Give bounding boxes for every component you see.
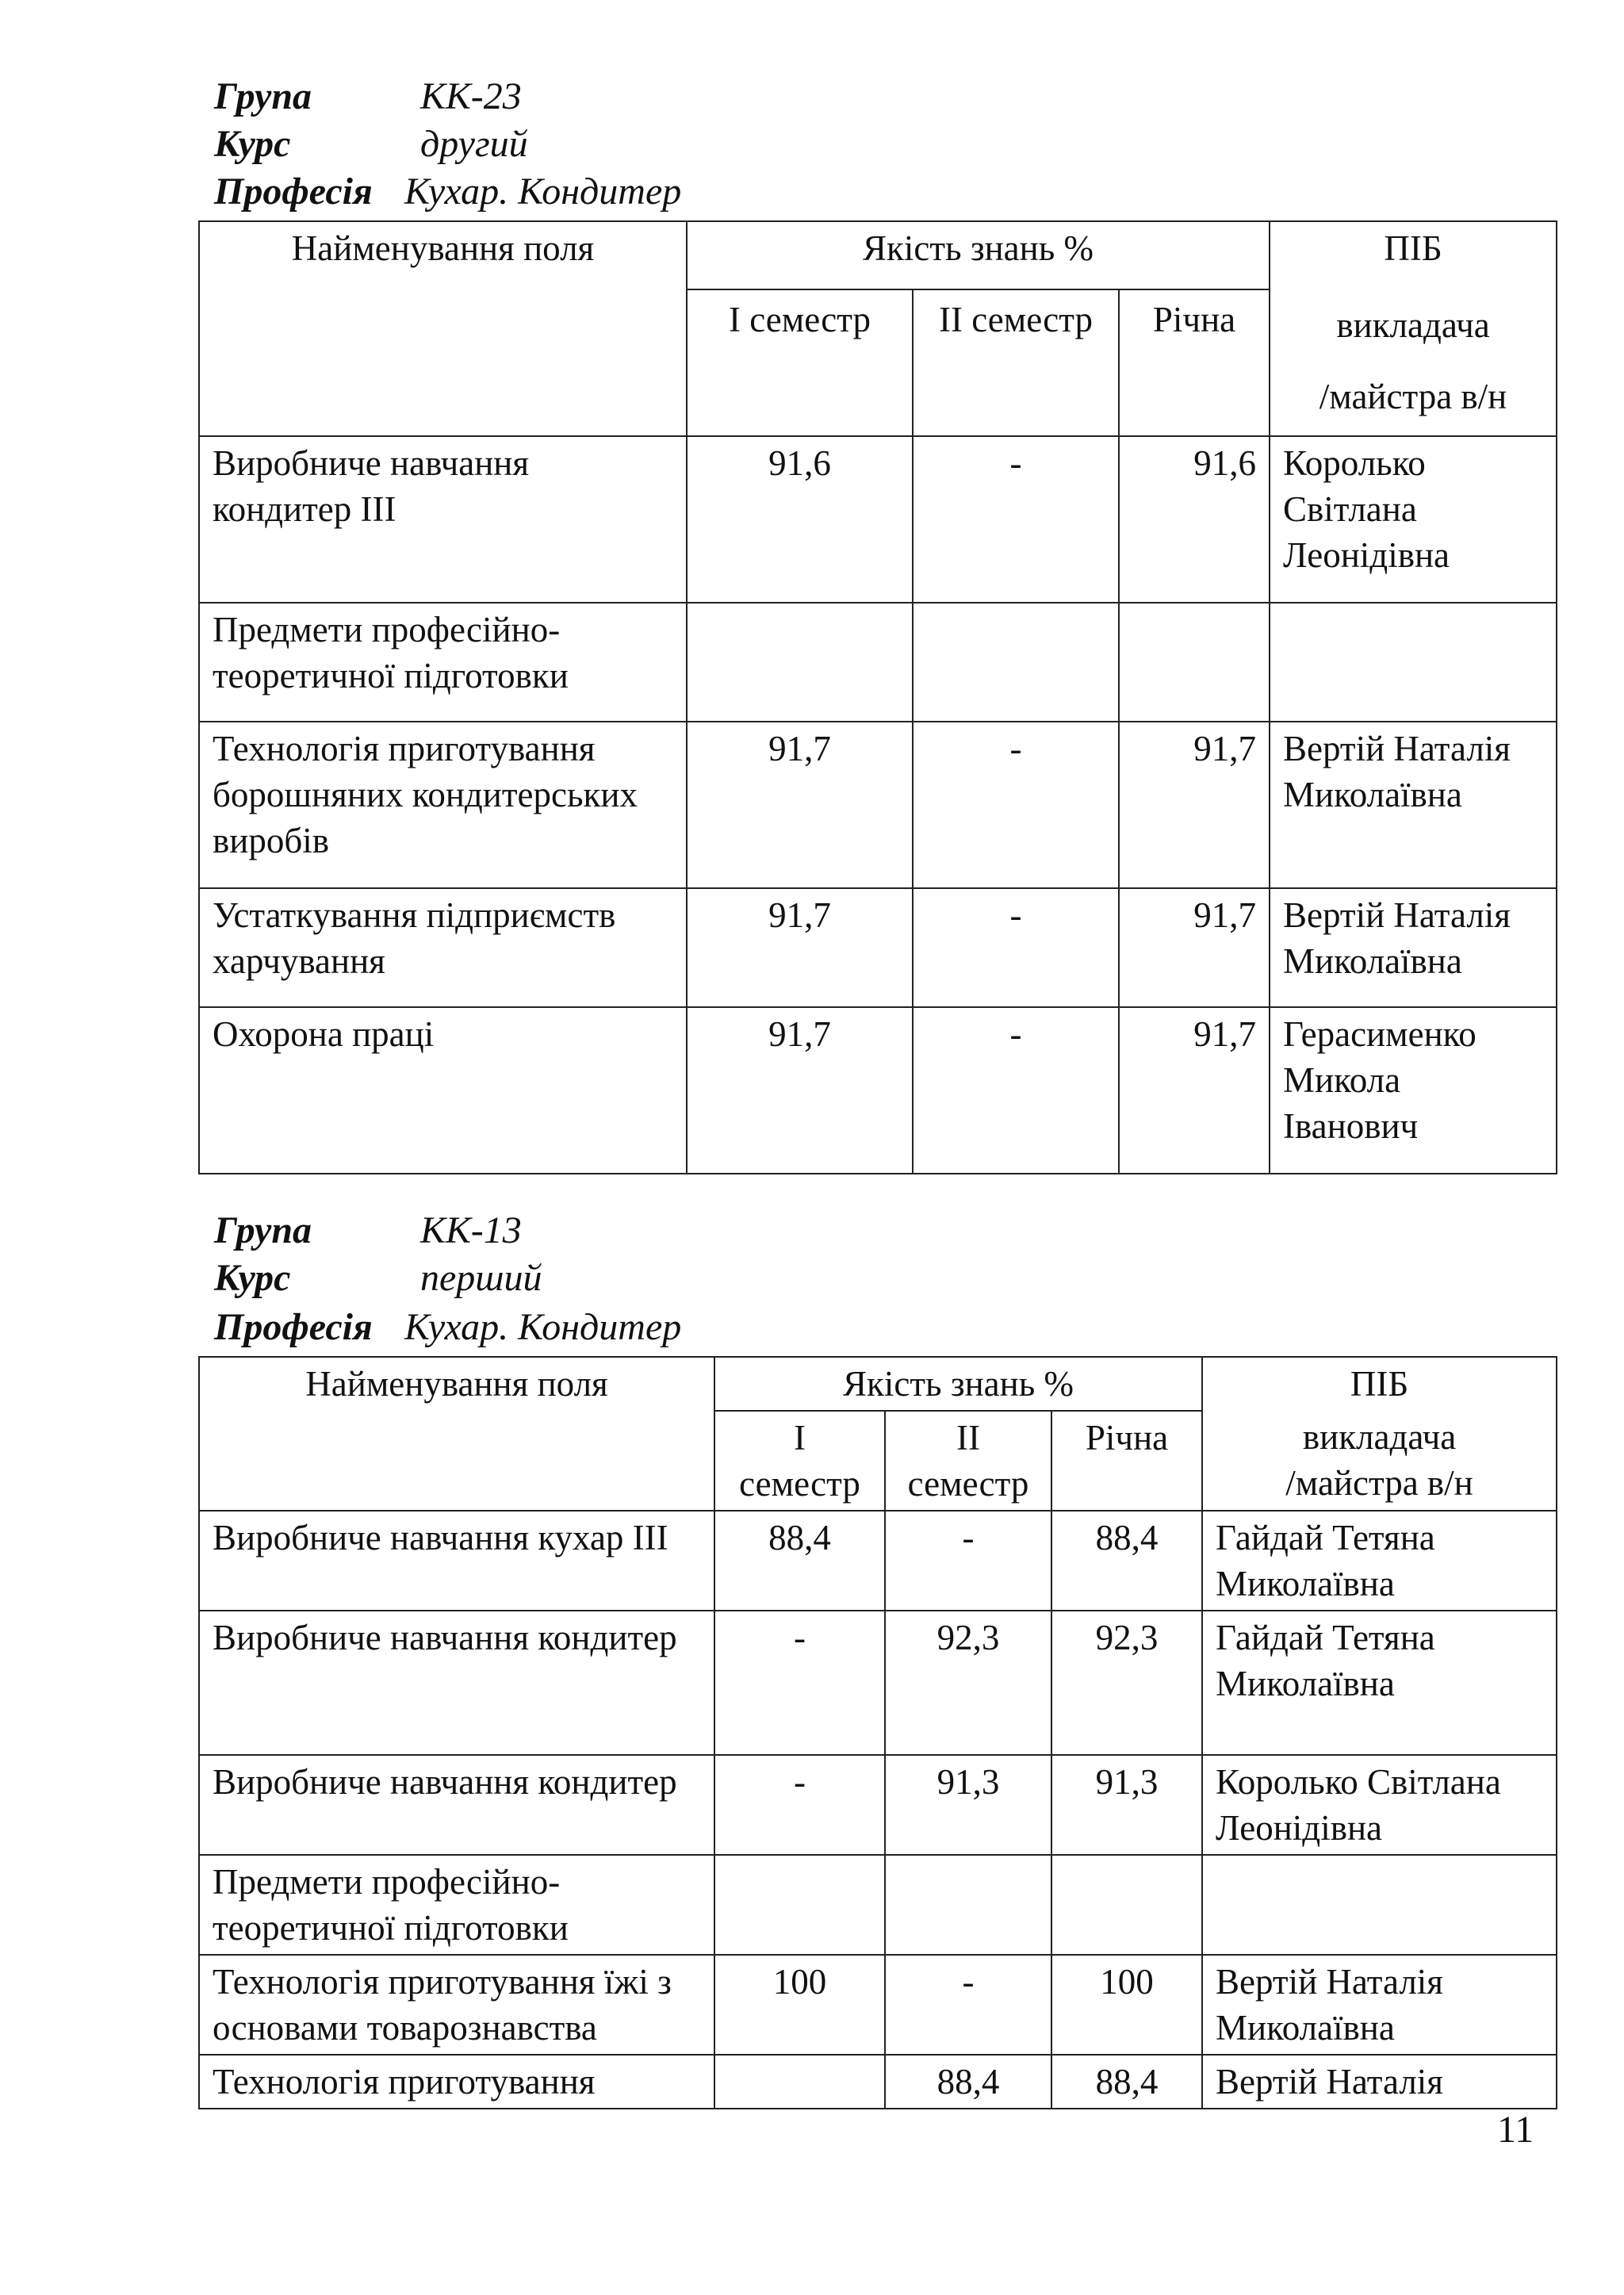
semester-1-value (687, 603, 913, 722)
subject-name: Виробниче навчання кухар ІІІ (199, 1511, 714, 1611)
table-row (199, 722, 1557, 888)
annual-value: 91,3 (1051, 1755, 1202, 1855)
subject-name: Технологія приготування (199, 2055, 714, 2109)
annual-value (1119, 603, 1270, 722)
table-row (199, 1755, 1557, 1855)
teacher-name: Вертій Наталія Миколаївна (1202, 1955, 1557, 2055)
teacher-name: Гайдай Тетяна Миколаївна (1202, 1511, 1557, 1611)
subject-name: Технологія приготування їжі з основами товарознавства (199, 1955, 714, 2055)
table-row (199, 603, 1557, 722)
group-label: Група (214, 75, 312, 117)
semester-2-value: 92,3 (885, 1611, 1051, 1755)
semester-1-value: 88,4 (714, 1511, 885, 1611)
semester-2-value (885, 1855, 1051, 1955)
semester-1-value: 91,6 (687, 436, 913, 603)
semester-1-value: 91,7 (687, 888, 913, 1007)
profession-value: Кухар. Кондитер (404, 170, 682, 213)
subject-name: Виробниче навчання кондитер (199, 1611, 714, 1755)
semester-2-value: - (913, 888, 1119, 1007)
course-line-1 (214, 121, 528, 168)
teacher-name: Вертій Наталія Миколаївна (1270, 722, 1557, 888)
annual-value: 91,7 (1119, 888, 1270, 1007)
teacher-name: Герасименко Микола Іванович (1270, 1007, 1557, 1174)
header-semester-2: ІІ семестр (913, 289, 1119, 436)
profession-label: Професія (214, 170, 373, 213)
group-value: КК-13 (420, 1209, 522, 1251)
header-teacher-2: викладача (1336, 305, 1490, 345)
subject-name: Виробниче навчання кондитер (199, 1755, 714, 1855)
page-number: 11 (1497, 2109, 1534, 2151)
teacher-name: Вертій Наталія (1202, 2055, 1557, 2109)
semester-2-value: 88,4 (885, 2055, 1051, 2109)
teacher-name: Королько Світлана Леонідівна (1202, 1755, 1557, 1855)
table-row (199, 1007, 1557, 1174)
course-value: другий (420, 123, 528, 165)
annual-value: 88,4 (1051, 1511, 1202, 1611)
header-semester-2-line-1: ІІ (956, 1418, 980, 1458)
course-label: Курс (214, 123, 291, 165)
subject-name: Устаткування підприємств харчування (199, 888, 687, 1007)
teacher-name: Королько Світлана Леонідівна (1270, 436, 1557, 603)
profession-line-1 (214, 168, 681, 216)
header-knowledge-quality: Якість знань % (714, 1357, 1202, 1411)
header-semester-1 (714, 1411, 885, 1511)
grades-table-2 (198, 1356, 1557, 2109)
table-row (199, 1855, 1557, 1955)
header-knowledge-quality: Якість знань % (687, 221, 1270, 289)
course-line-2 (214, 1255, 542, 1302)
annual-value: 100 (1051, 1955, 1202, 2055)
subject-name: Предмети професійно-теоретичної підготовки (199, 603, 687, 722)
table-row (199, 1611, 1557, 1755)
course-value: перший (420, 1257, 542, 1299)
header-field-name: Найменування поля (199, 221, 687, 436)
semester-1-value (714, 1855, 885, 1955)
header-semester-2-line-2: семестр (907, 1464, 1029, 1504)
course-label: Курс (214, 1257, 291, 1299)
table-row (199, 2055, 1557, 2109)
semester-1-value: 91,7 (687, 722, 913, 888)
table-row (199, 436, 1557, 603)
annual-value: 91,7 (1119, 722, 1270, 888)
table-row (199, 888, 1557, 1007)
header-semester-1: І семестр (687, 289, 913, 436)
teacher-name (1270, 603, 1557, 722)
header-annual: Річна (1051, 1411, 1202, 1511)
annual-value: 92,3 (1051, 1611, 1202, 1755)
teacher-name: Вертій Наталія Миколаївна (1270, 888, 1557, 1007)
annual-value: 91,7 (1119, 1007, 1270, 1174)
header-teacher-cell (1202, 1411, 1557, 1511)
semester-1-value (714, 2055, 885, 2109)
header-teacher-3: /майстра в/н (1285, 1463, 1473, 1503)
subject-name: Технологія приготування борошняних кондитерських виробів (199, 722, 687, 888)
header-teacher-2: викладача (1302, 1417, 1457, 1457)
table-row (199, 1955, 1557, 2055)
table-row (199, 1511, 1557, 1611)
teacher-name: Гайдай Тетяна Миколаївна (1202, 1611, 1557, 1755)
profession-line-2 (214, 1304, 681, 1351)
header-teacher-1: ПІБ (1202, 1357, 1557, 1411)
header-field-name: Найменування поля (199, 1357, 714, 1511)
semester-2-value: - (913, 1007, 1119, 1174)
header-semester-1-line-2: семестр (739, 1464, 860, 1504)
semester-2-value: - (913, 436, 1119, 603)
group-label: Група (214, 1209, 312, 1251)
subject-name: Виробниче навчання кондитер ІІІ (199, 436, 687, 603)
subject-name: Охорона праці (199, 1007, 687, 1174)
header-annual: Річна (1119, 289, 1270, 436)
annual-value: 91,6 (1119, 436, 1270, 603)
annual-value: 88,4 (1051, 2055, 1202, 2109)
table-header-row (199, 221, 1557, 289)
header-teacher-3: /майстра в/н (1319, 377, 1507, 416)
semester-2-value: - (885, 1511, 1051, 1611)
semester-2-value: - (885, 1955, 1051, 2055)
header-semester-1-line-1: І (794, 1418, 806, 1458)
semester-1-value: 91,7 (687, 1007, 913, 1174)
profession-label: Професія (214, 1306, 373, 1348)
semester-2-value: 91,3 (885, 1755, 1051, 1855)
semester-2-value: - (913, 722, 1119, 888)
semester-1-value: - (714, 1755, 885, 1855)
semester-2-value (913, 603, 1119, 722)
group-line-1 (214, 73, 522, 121)
header-semester-2 (885, 1411, 1051, 1511)
annual-value (1051, 1855, 1202, 1955)
table-header-row (199, 1357, 1557, 1411)
header-teacher-cell (1270, 289, 1557, 436)
group-line-2 (214, 1207, 522, 1255)
teacher-name (1202, 1855, 1557, 1955)
profession-value: Кухар. Кондитер (404, 1306, 682, 1348)
grades-table-1 (198, 220, 1557, 1174)
header-teacher-1: ПІБ (1270, 221, 1557, 289)
semester-1-value: - (714, 1611, 885, 1755)
subject-name: Предмети професійно-теоретичної підготовки (199, 1855, 714, 1955)
semester-1-value: 100 (714, 1955, 885, 2055)
group-value: КК-23 (420, 75, 522, 117)
